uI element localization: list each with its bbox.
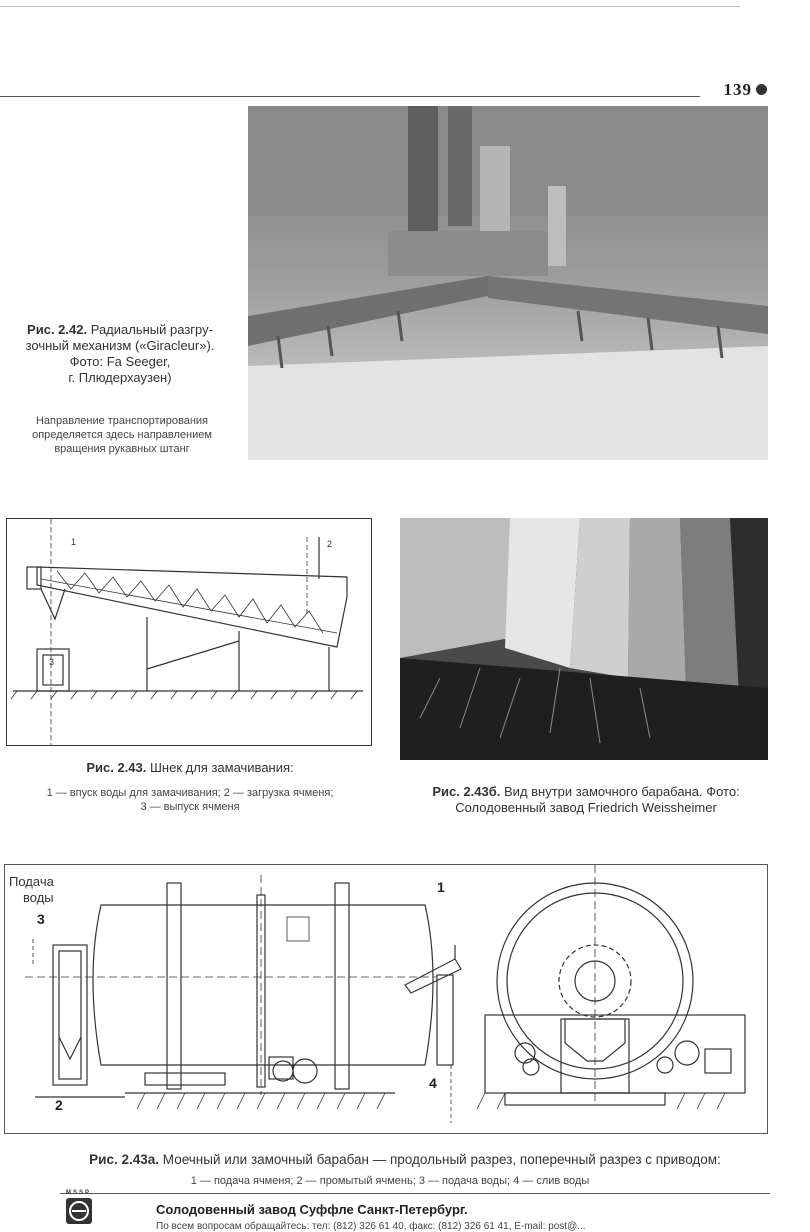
fig242-note-line: определяется здесь направлением bbox=[32, 429, 212, 441]
fig243-diagram bbox=[6, 518, 372, 746]
fig243a-label-2: 2 bbox=[55, 1097, 63, 1113]
fig243-caption-text: Шнек для замачивания: bbox=[150, 760, 294, 775]
footer-logo-text: MSSP bbox=[66, 1190, 92, 1196]
top-page-rule bbox=[0, 6, 740, 7]
footer-contact: По всем вопросам обращайтесь: тел: (812) 326 61 40, факс: (812) 326 61 41, E-mail: post@... bbox=[156, 1221, 586, 1232]
footer-rule bbox=[60, 1193, 770, 1194]
fig242-caption-line: Радиальный разгру- bbox=[90, 322, 213, 337]
footer-logo-icon bbox=[66, 1198, 92, 1224]
fig243-caption bbox=[0, 760, 380, 776]
fig242-caption-line: г. Плюдерхаузен) bbox=[68, 370, 172, 385]
fig242-caption bbox=[0, 322, 240, 386]
fig243-label-3: 3 bbox=[49, 657, 55, 667]
fig243a-legend: 1 — подача ячменя; 2 — промытый ячмень; 3 — подача воды; 4 — слив воды bbox=[190, 1175, 590, 1187]
page-marker-icon bbox=[756, 84, 767, 95]
fig243a-label-4: 4 bbox=[429, 1075, 437, 1091]
fig243b-photo bbox=[400, 518, 768, 760]
fig242-note-line: вращения рукавных штанг bbox=[54, 443, 190, 455]
fig243-legend bbox=[0, 786, 380, 814]
fig242-note-line: Направление транспортирования bbox=[35, 415, 208, 427]
fig243a-diagram bbox=[4, 864, 768, 1134]
fig243-caption-number: Рис. 2.43. bbox=[86, 760, 147, 775]
fig242-note bbox=[0, 414, 244, 456]
fig243b-caption-text: Солодовенный завод Friedrich Weissheimer bbox=[455, 800, 717, 815]
fig243a-caption-number: Рис. 2.43а. bbox=[89, 1152, 160, 1167]
fig243-legend-line: 1 — впуск воды для замачивания; 2 — загрузка ячменя; bbox=[46, 787, 334, 799]
fig243a-label-3: 3 bbox=[37, 911, 45, 927]
fig243b-caption-number: Рис. 2.43б. bbox=[432, 784, 501, 799]
header-rule bbox=[0, 96, 700, 97]
fig243-legend-line: 3 — выпуск ячменя bbox=[140, 801, 240, 813]
fig242-caption-number: Рис. 2.42. bbox=[27, 322, 88, 337]
fig243a-water-label-line1: Подача bbox=[9, 874, 54, 889]
page-number: 139 bbox=[723, 80, 752, 99]
fig242-photo bbox=[248, 106, 768, 460]
fig243-label-2: 2 bbox=[327, 539, 333, 549]
fig242-caption-line: Фото: Fa Seeger, bbox=[69, 354, 171, 369]
fig243a-water-label-line2: воды bbox=[23, 890, 54, 905]
fig243a-caption-text: Моечный или замочный барабан — продольный разрез, поперечный разрез с приводом: bbox=[162, 1152, 721, 1167]
fig243-label-1: 1 bbox=[71, 537, 77, 547]
footer-title: Солодовенный завод Суффле Санкт-Петербург. bbox=[156, 1202, 468, 1217]
fig243b-caption bbox=[396, 784, 776, 816]
fig242-caption-line: зочный механизм («Giracleur»). bbox=[25, 338, 215, 353]
fig243a-label-1: 1 bbox=[437, 879, 445, 895]
fig243a-caption bbox=[0, 1152, 810, 1168]
fig243b-caption-text: Вид внутри замочного барабана. Фото: bbox=[504, 784, 740, 799]
